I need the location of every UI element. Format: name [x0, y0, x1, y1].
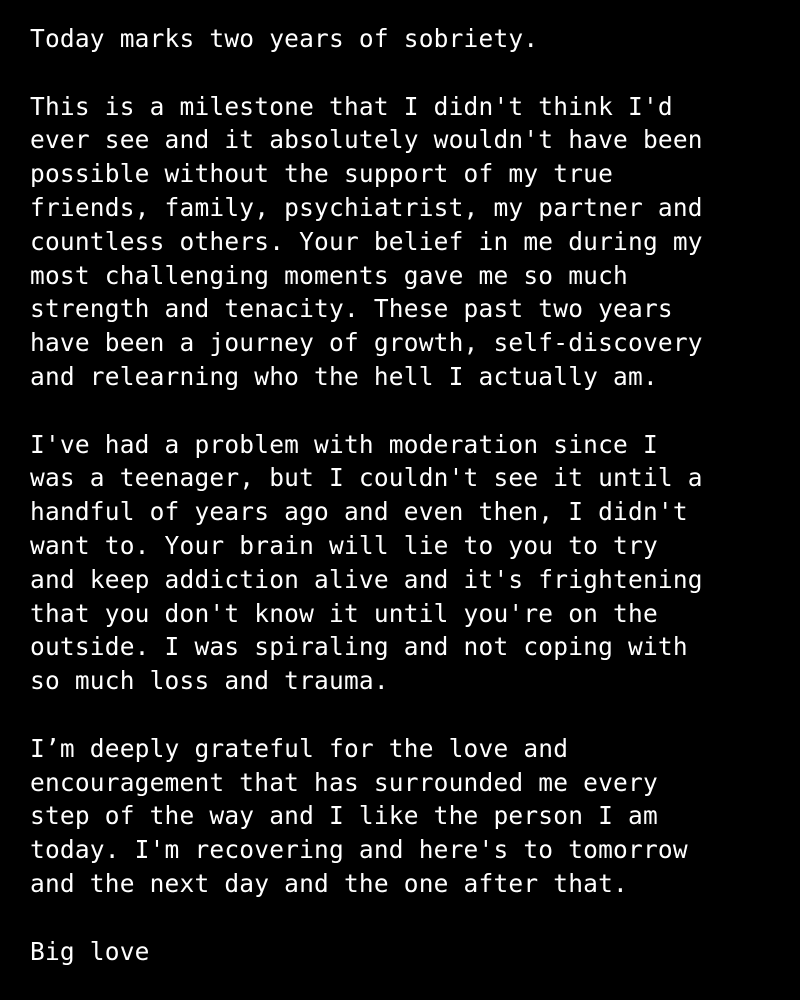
text-line: encouragement that has surrounded me every: [30, 767, 658, 797]
text-line: and the next day and the one after that.: [30, 868, 629, 898]
text-line: ever see and it absolutely wouldn't have been: [30, 125, 703, 155]
post-heading: Today marks two years of sobriety.: [30, 24, 539, 53]
text-line: step of the way and I like the person I am: [30, 801, 658, 831]
paragraph-gratitude: [30, 732, 774, 901]
text-line: that you don't know it until you're on the: [30, 598, 658, 628]
text-line: I've had a problem with moderation since I: [30, 429, 658, 459]
text-line: possible without the support of my true: [30, 159, 614, 189]
post-signoff: Big love: [30, 936, 150, 966]
paragraph-spacer: [30, 56, 774, 90]
text-line: friends, family, psychiatrist, my partner and: [30, 192, 703, 222]
text-line: This is a milestone that I didn't think I'd: [30, 91, 673, 121]
text-line: have been a journey of growth, self-discovery: [30, 328, 703, 358]
paragraph-spacer: [30, 901, 774, 935]
paragraph-moderation: [30, 428, 774, 698]
text-line: and keep addiction alive and it's frightening: [30, 564, 703, 594]
text-line: so much loss and trauma.: [30, 666, 389, 696]
text-line: strength and tenacity. These past two years: [30, 294, 673, 324]
text-line: and relearning who the hell I actually am.: [30, 361, 658, 391]
paragraph-spacer: [30, 394, 774, 428]
text-line: was a teenager, but I couldn't see it until a: [30, 463, 703, 493]
text-line: countless others. Your belief in me during my: [30, 226, 703, 256]
text-line: I’m deeply grateful for the love and: [30, 733, 569, 763]
text-line: outside. I was spiraling and not coping with: [30, 632, 688, 662]
text-line: most challenging moments gave me so much: [30, 260, 629, 290]
text-line: today. I'm recovering and here's to tomorrow: [30, 835, 688, 865]
paragraph-spacer: [30, 698, 774, 732]
text-line: want to. Your brain will lie to you to try: [30, 530, 658, 560]
text-line: handful of years ago and even then, I didn't: [30, 497, 688, 527]
paragraph-milestone: [30, 90, 774, 394]
